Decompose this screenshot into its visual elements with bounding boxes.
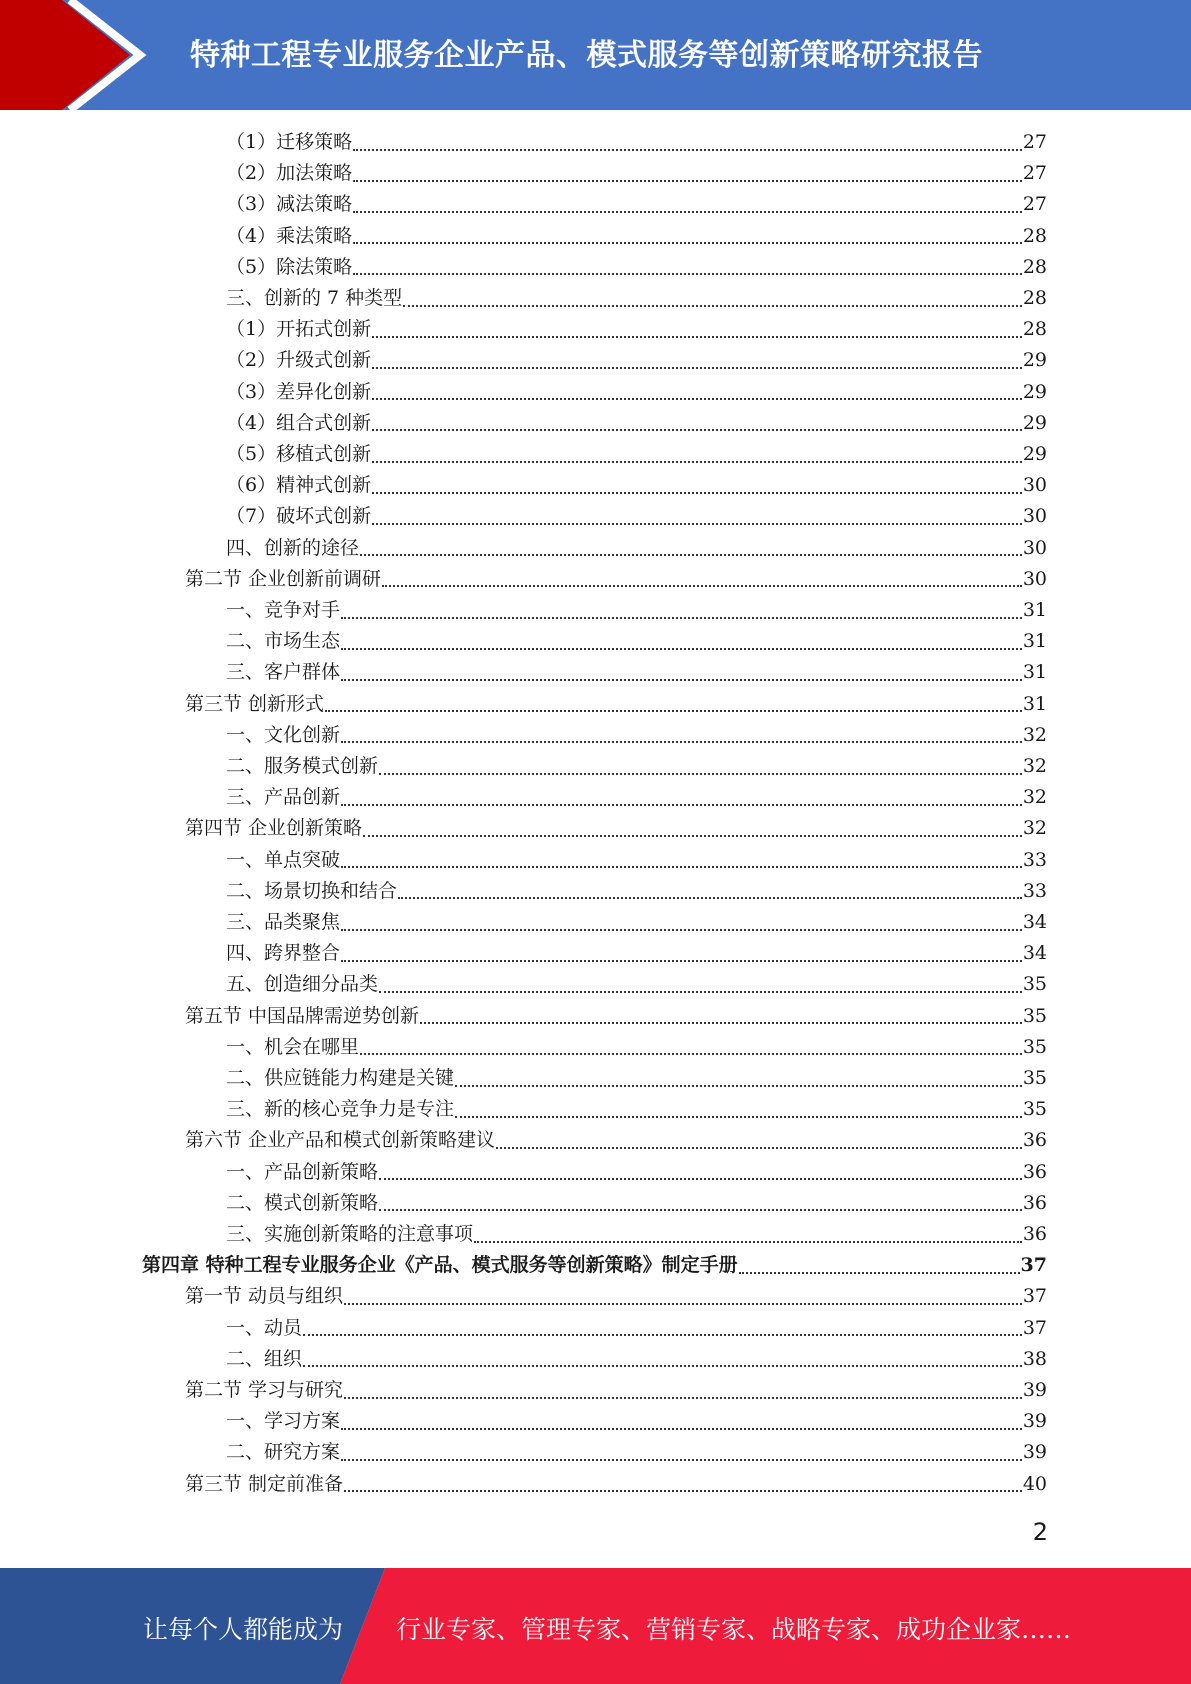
toc-entry-page: 31 xyxy=(1022,599,1047,621)
toc-entry-label: 一、竞争对手 xyxy=(226,599,341,621)
toc-entry-label: 一、文化创新 xyxy=(226,723,341,746)
toc-entry[interactable] xyxy=(185,1469,1047,1500)
toc-dot-leader xyxy=(353,180,1022,182)
toc-entry-page: 32 xyxy=(1022,723,1047,746)
toc-dot-leader xyxy=(353,273,1022,275)
toc-entry[interactable] xyxy=(226,221,1047,252)
toc-dot-leader xyxy=(398,897,1022,899)
toc-entry-label: （2）加法策略 xyxy=(226,162,353,185)
toc-dot-leader xyxy=(341,866,1022,868)
toc-entry[interactable] xyxy=(226,626,1047,657)
toc-entry[interactable] xyxy=(226,127,1047,158)
toc-entry-label: （1）迁移策略 xyxy=(226,131,353,153)
toc-entry-label: （5）移植式创新 xyxy=(226,443,372,465)
toc-entry[interactable] xyxy=(226,1344,1047,1375)
toc-entry[interactable] xyxy=(226,252,1047,283)
toc-entry-label: 三、新的核心竞争力是专注 xyxy=(226,1098,455,1121)
toc-entry[interactable] xyxy=(185,1001,1047,1032)
toc-dot-leader xyxy=(363,835,1022,837)
footer-slogan-right: 行业专家、管理专家、营销专家、战略专家、成功企业家…… xyxy=(396,1615,1072,1644)
toc-entry-label: 三、创新的 7 种类型 xyxy=(226,287,403,309)
toc-dot-leader xyxy=(303,1334,1022,1336)
toc-entry-label: 二、模式创新策略 xyxy=(226,1191,379,1214)
toc-entry[interactable] xyxy=(226,439,1047,470)
toc-entry[interactable] xyxy=(226,938,1047,969)
toc-entry-label: 第四章 特种工程专业服务企业《产品、模式服务等创新策略》制定手册 xyxy=(142,1254,738,1277)
toc-entry-label: 三、品类聚焦 xyxy=(226,911,341,933)
toc-dot-leader xyxy=(344,1397,1022,1399)
toc-entry-label: 第二节 企业创新前调研 xyxy=(185,567,382,590)
toc-entry-label: 第四节 企业创新策略 xyxy=(185,817,363,840)
toc-entry-label: 第五节 中国品牌需逆势创新 xyxy=(185,1004,420,1027)
toc-entry[interactable] xyxy=(185,1125,1047,1156)
toc-dot-leader xyxy=(379,991,1022,993)
toc-entry[interactable] xyxy=(226,533,1047,564)
toc-entry-page: 40 xyxy=(1022,1472,1047,1495)
toc-entry[interactable] xyxy=(226,595,1047,626)
toc-dot-leader xyxy=(360,554,1022,556)
toc-entry[interactable] xyxy=(226,501,1047,532)
toc-entry[interactable] xyxy=(226,377,1047,408)
toc-dot-leader xyxy=(341,804,1022,806)
toc-entry[interactable] xyxy=(226,314,1047,345)
toc-dot-leader xyxy=(353,211,1022,213)
toc-entry-label: 二、市场生态 xyxy=(226,630,341,653)
toc-entry-page: 29 xyxy=(1022,349,1047,372)
toc-entry-label: （5）除法策略 xyxy=(226,255,353,278)
toc-entry-page: 37 xyxy=(1022,1316,1047,1339)
toc-dot-leader xyxy=(341,617,1022,619)
toc-entry[interactable] xyxy=(142,1250,1047,1281)
toc-entry-label: （3）减法策略 xyxy=(226,193,353,216)
toc-entry-page: 28 xyxy=(1022,318,1047,341)
toc-dot-leader xyxy=(455,1085,1022,1087)
toc-dot-leader xyxy=(372,461,1022,463)
toc-entry-page: 35 xyxy=(1022,973,1047,996)
toc-dot-leader xyxy=(303,1365,1022,1367)
toc-entry-page: 27 xyxy=(1022,193,1047,216)
toc-dot-leader xyxy=(372,367,1022,369)
toc-entry-page: 36 xyxy=(1022,1191,1047,1214)
page-footer xyxy=(0,1568,1191,1684)
toc-entry-page: 36 xyxy=(1022,1223,1047,1245)
toc-entry[interactable] xyxy=(226,283,1047,314)
toc-entry-page: 28 xyxy=(1022,255,1047,278)
toc-entry-label: 第一节 动员与组织 xyxy=(185,1285,344,1308)
toc-entry-page: 34 xyxy=(1022,942,1047,965)
toc-dot-leader xyxy=(420,1022,1022,1024)
toc-entry-page: 32 xyxy=(1022,786,1047,809)
toc-entry-label: 二、组织 xyxy=(226,1347,303,1370)
toc-entry-label: 第二节 学习与研究 xyxy=(185,1379,344,1401)
toc-entry-label: （4）组合式创新 xyxy=(226,411,372,434)
toc-entry[interactable] xyxy=(226,345,1047,376)
toc-dot-leader xyxy=(341,1459,1022,1461)
toc-entry[interactable] xyxy=(226,1063,1047,1094)
toc-dot-leader xyxy=(353,149,1022,151)
toc-entry-label: （3）差异化创新 xyxy=(226,380,372,403)
toc-dot-leader xyxy=(372,492,1022,494)
toc-entry-label: 三、产品创新 xyxy=(226,786,341,809)
toc-entry-page: 35 xyxy=(1022,1004,1047,1027)
red-chevron-arrow-icon xyxy=(0,0,160,110)
toc-dot-leader xyxy=(341,1428,1022,1430)
toc-dot-leader xyxy=(379,1209,1022,1211)
toc-dot-leader xyxy=(496,1147,1022,1149)
toc-entry-label: （4）乘法策略 xyxy=(226,224,353,247)
toc-entry-page: 33 xyxy=(1022,848,1047,871)
toc-entry-page: 38 xyxy=(1022,1347,1047,1370)
toc-entry-page: 33 xyxy=(1022,879,1047,902)
toc-entry[interactable] xyxy=(226,657,1047,688)
toc-dot-leader xyxy=(739,1272,1020,1274)
toc-entry-label: 二、场景切换和结合 xyxy=(226,879,398,902)
toc-dot-leader xyxy=(344,1303,1022,1305)
toc-entry[interactable] xyxy=(226,189,1047,220)
page-header xyxy=(0,0,1191,110)
toc-entry-page: 30 xyxy=(1022,474,1047,497)
toc-entry-label: 第六节 企业产品和模式创新策略建议 xyxy=(185,1129,496,1152)
toc-entry-page: 32 xyxy=(1022,817,1047,840)
toc-entry-label: （6）精神式创新 xyxy=(226,474,372,497)
toc-entry[interactable] xyxy=(185,564,1047,595)
toc-entry[interactable] xyxy=(226,907,1047,938)
toc-entry-page: 27 xyxy=(1022,131,1047,153)
toc-entry-page: 31 xyxy=(1022,630,1047,653)
toc-entry-page: 30 xyxy=(1022,536,1047,559)
toc-dot-leader xyxy=(341,741,1022,743)
toc-entry-label: （1）开拓式创新 xyxy=(226,318,372,341)
toc-entry[interactable] xyxy=(185,1375,1047,1406)
toc-dot-leader xyxy=(341,929,1022,931)
toc-entry-page: 35 xyxy=(1022,1035,1047,1058)
toc-dot-leader xyxy=(341,960,1022,962)
toc-dot-leader xyxy=(379,773,1022,775)
toc-dot-leader xyxy=(372,398,1022,400)
toc-entry-page: 36 xyxy=(1022,1160,1047,1183)
toc-entry-page: 37 xyxy=(1022,1285,1047,1308)
toc-entry[interactable] xyxy=(226,720,1047,751)
toc-dot-leader xyxy=(325,710,1022,712)
toc-entry[interactable] xyxy=(226,158,1047,189)
toc-entry[interactable] xyxy=(226,1219,1047,1250)
toc-entry-page: 35 xyxy=(1022,1067,1047,1089)
toc-entry[interactable] xyxy=(226,1032,1047,1063)
toc-dot-leader xyxy=(341,648,1022,650)
toc-entry-page: 39 xyxy=(1022,1441,1047,1464)
toc-entry-page: 31 xyxy=(1022,692,1047,715)
toc-entry-label: 一、机会在哪里 xyxy=(226,1035,360,1058)
toc-entry-page: 31 xyxy=(1022,661,1047,684)
toc-entry-label: 五、创造细分品类 xyxy=(226,973,379,996)
toc-entry-label: 第三节 制定前准备 xyxy=(185,1472,344,1495)
toc-entry-label: 二、服务模式创新 xyxy=(226,755,379,777)
toc-entry[interactable] xyxy=(226,470,1047,501)
toc-entry-label: （7）破坏式创新 xyxy=(226,505,372,528)
footer-slogan-left: 让每个人都能成为 xyxy=(143,1615,344,1644)
toc-entry-label: 一、单点突破 xyxy=(226,848,341,871)
toc-dot-leader xyxy=(341,679,1022,681)
toc-entry-page: 27 xyxy=(1022,162,1047,185)
toc-dot-leader xyxy=(372,336,1022,338)
toc-entry-label: 一、动员 xyxy=(226,1316,303,1339)
toc-entry[interactable] xyxy=(185,689,1047,720)
toc-entry-page: 29 xyxy=(1022,380,1047,403)
toc-entry[interactable] xyxy=(185,1281,1047,1312)
toc-entry-page: 30 xyxy=(1022,505,1047,528)
toc-entry-page: 28 xyxy=(1022,224,1047,247)
page-number: 2 xyxy=(1032,1518,1048,1546)
toc-entry-label: 一、产品创新策略 xyxy=(226,1160,379,1183)
toc-entry[interactable] xyxy=(226,751,1047,782)
toc-entry-page: 30 xyxy=(1022,567,1047,590)
toc-entry[interactable] xyxy=(226,1313,1047,1344)
toc-dot-leader xyxy=(353,242,1022,244)
toc-entry[interactable] xyxy=(226,1094,1047,1125)
report-title: 特种工程专业服务企业产品、模式服务等创新策略研究报告 xyxy=(190,38,983,73)
toc-entry-label: （2）升级式创新 xyxy=(226,349,372,372)
toc-entry-page: 29 xyxy=(1022,443,1047,465)
toc-entry-label: 二、研究方案 xyxy=(226,1441,341,1464)
toc-entry-label: 第三节 创新形式 xyxy=(185,692,325,715)
toc-entry-label: 四、创新的途径 xyxy=(226,536,360,559)
toc-entry[interactable] xyxy=(226,876,1047,907)
toc-entry-page: 28 xyxy=(1022,287,1047,309)
toc-entry-label: 三、实施创新策略的注意事项 xyxy=(226,1223,474,1245)
toc-entry-label: 三、客户群体 xyxy=(226,661,341,684)
toc-entry-page: 37 xyxy=(1020,1254,1047,1277)
toc-entry-page: 32 xyxy=(1022,755,1047,777)
toc-entry-page: 39 xyxy=(1022,1410,1047,1433)
toc-entry[interactable] xyxy=(185,813,1047,844)
toc-entry-page: 35 xyxy=(1022,1098,1047,1121)
toc-entry[interactable] xyxy=(226,845,1047,876)
toc-entry[interactable] xyxy=(226,969,1047,1000)
toc-entry[interactable] xyxy=(226,1188,1047,1219)
toc-dot-leader xyxy=(455,1116,1022,1118)
toc-dot-leader xyxy=(344,1490,1022,1492)
toc-entry[interactable] xyxy=(226,408,1047,439)
toc-entry[interactable] xyxy=(226,1406,1047,1437)
toc-dot-leader xyxy=(379,1178,1022,1180)
toc-entry-page: 29 xyxy=(1022,411,1047,434)
toc-entry-label: 四、跨界整合 xyxy=(226,942,341,965)
toc-entry-label: 二、供应链能力构建是关键 xyxy=(226,1067,455,1089)
toc-entry[interactable] xyxy=(226,1437,1047,1468)
toc-entry-label: 一、学习方案 xyxy=(226,1410,341,1433)
toc-dot-leader xyxy=(372,523,1022,525)
toc-dot-leader xyxy=(474,1241,1022,1243)
toc-dot-leader xyxy=(372,429,1022,431)
toc-dot-leader xyxy=(382,585,1022,587)
toc-dot-leader xyxy=(360,1053,1022,1055)
toc-dot-leader xyxy=(403,305,1022,307)
toc-entry[interactable] xyxy=(226,1157,1047,1188)
toc-entry[interactable] xyxy=(226,782,1047,813)
toc-entry-page: 34 xyxy=(1022,911,1047,933)
toc-entry-page: 39 xyxy=(1022,1379,1047,1401)
toc-entry-page: 36 xyxy=(1022,1129,1047,1152)
